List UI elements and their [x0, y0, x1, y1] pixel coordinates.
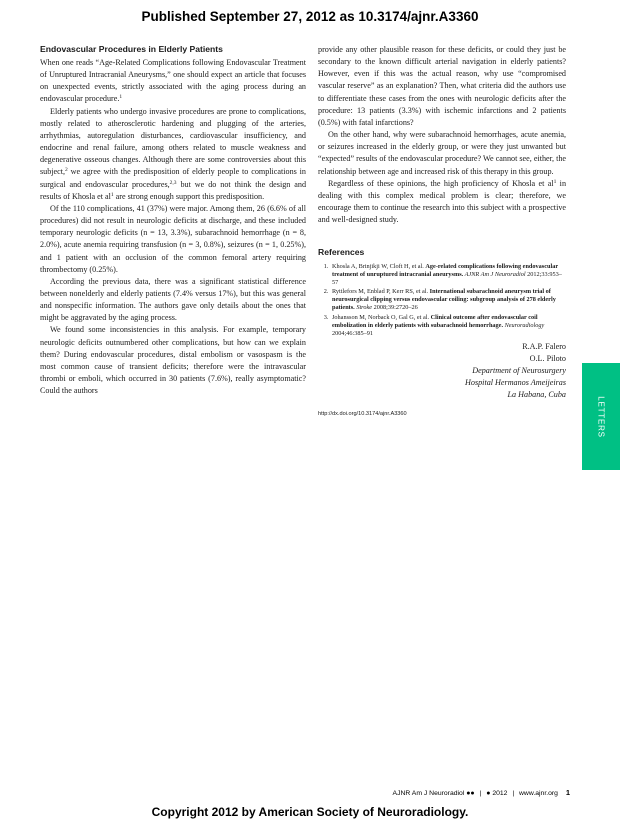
page-number: 1: [565, 788, 570, 797]
footer-journal: AJNR Am J Neuroradiol: [392, 790, 465, 797]
letters-side-tab: [582, 363, 620, 470]
divider: |: [512, 790, 515, 797]
references-list: [318, 263, 566, 339]
paragraph: Regardless of these opinions, the high proficiency of Khosla et $al^1$ in dealing with this complex medical problem is clear; therefore, we encourage them to continue the research into this subject with a prospective and well-designed study.: [318, 178, 567, 225]
footer-year: 2012: [492, 790, 508, 797]
paragraph: When one reads “Age-Related Complications following Endovascular Treatment of Unruptured Intracranial Aneurysms,” one should expect an article that focuses on unexpected events, strictly associated with the aging process during an endovascular procedure.$^1$: [40, 58, 306, 104]
reference-item: 2. Ryttlefors M, Enblad P, Kerr RS, et al. International subarachnoid aneurysm trial of neurosurgical clipping versus endovascular coiling: subgroup analysis of 278 elderly patients. Stroke 2008;39:2720–26: [330, 288, 566, 312]
paragraph: On the other hand, why were subarachnoid hemorrhages, acute anemia, or seizures increased in the elderly group, or were they just unwanted but “expected” results of the endovascular procedure? We cannot see, either, the relationship between age and increased risk of this therapy in this group.: [318, 130, 566, 176]
bottom-banner: Copyright 2012 by American Society of Neuroradiology.: [151, 805, 469, 819]
paragraph: Of the 110 complications, 41 (37%) were major. Among them, 26 (6.6% of all procedures) did not result in neurologic deficits at discharge, and these included temporary neurologic deficits (n = 13, 3.3%), subarachnoid hemorrhage (n = 8, 2.0%), acute anemia requiring transfusion (n = 3, 0.8%), seizures (n = 1, 0.25%), and 1 patient with an occlusion of the common femoral artery requiring thrombectomy (0.25%).: [40, 203, 306, 274]
author-name: O.L. Piloto: [529, 354, 566, 364]
month-dot-icon: ●: [486, 790, 491, 797]
paragraph: provide any other plausible reason for these deficits, or could they just be secondary to the known difficult arterial navigation in elderly patients? However, even if this was the actual reason, why use “compromised vascular reserve” as an explanation? Then, what criteria did the authors use to differentiate these cases from the ones with neurologic deficits after the procedure: 13 patients (3.3%) with ischemic infarctions and 2 patients (0.5%) with fatal infarctions?: [318, 45, 566, 127]
signature-block: [318, 341, 566, 401]
department: Department of Neurosurgery: [472, 366, 566, 376]
top-banner: Published September 27, 2012 as 10.3174/ajnr.A3360: [141, 9, 479, 24]
footer-url[interactable]: www.ajnr.org: [519, 790, 558, 797]
right-column: [318, 44, 566, 421]
page-footer: [310, 788, 570, 797]
city: La Habana, Cuba: [507, 390, 566, 400]
paragraph: Elderly patients who undergo invasive procedures are prone to complications, mostly related to atherosclerotic hardening and plugging of the arteries, arrhythmias, autoregulation disturbances, cardiovascular insufficiency, and endocrine and renal failure, among others related to muscle weakness and degenerative osseous changes. Although there are some controversies about this subject,$^2$ we agree with the predisposition of elderly people to complications in surgical and endovascular procedures,$^{2,3}$ but we do not think the design and results of Khosla et $al^1$ are strong enough support this predisposition.: [40, 106, 307, 201]
reference-item: 1. Khosla A, Brinjikji W, Cloft H, et al. Age-related complications following endovascular treatment of unruptured intracranial aneurysms. AJNR Am J Neuroradiol 2012;33:953–57: [330, 263, 566, 287]
doi-link[interactable]: http://dx.doi.org/10.3174/ajnr.A3360: [318, 411, 407, 418]
divider: |: [479, 790, 482, 797]
hospital: Hospital Hermanos Ameijeiras: [465, 378, 566, 388]
side-tab-label: LETTERS: [596, 395, 606, 438]
paragraph: We found some inconsistencies in this analysis. For example, temporary neurologic deficits outnumbered other complications, but how can we explain them? During endovascular procedures, distal embolism or vasospasm is the most common cause of transient deficits; therefore were the intravascular thrombi or emboli, which occurred in 30 patients (7.6%), really asymptomatic? Could the authors: [40, 325, 306, 396]
article-title: Endovascular Procedures in Elderly Patients: [40, 44, 223, 54]
paragraph: According the previous data, there was a significant statistical difference between nonelderly and elderly patients (7.4% versus 17%), but this was general and nonspecific information. The authors gave only details about the ones that might be aggravated by the aging process.: [40, 276, 306, 323]
issue-dots-icon: ●●: [466, 790, 475, 797]
left-column: [40, 44, 306, 397]
references-heading: References: [318, 247, 365, 258]
reference-item: 3. Johansson M, Norback O, Gal G, et al. Clinical outcome after endovascular coil embolization in elderly patients with subarachnoid hemorrhage. Neuroradiology 2004;46:385–91: [330, 314, 566, 338]
author-name: R.A.P. Falero: [522, 342, 566, 352]
